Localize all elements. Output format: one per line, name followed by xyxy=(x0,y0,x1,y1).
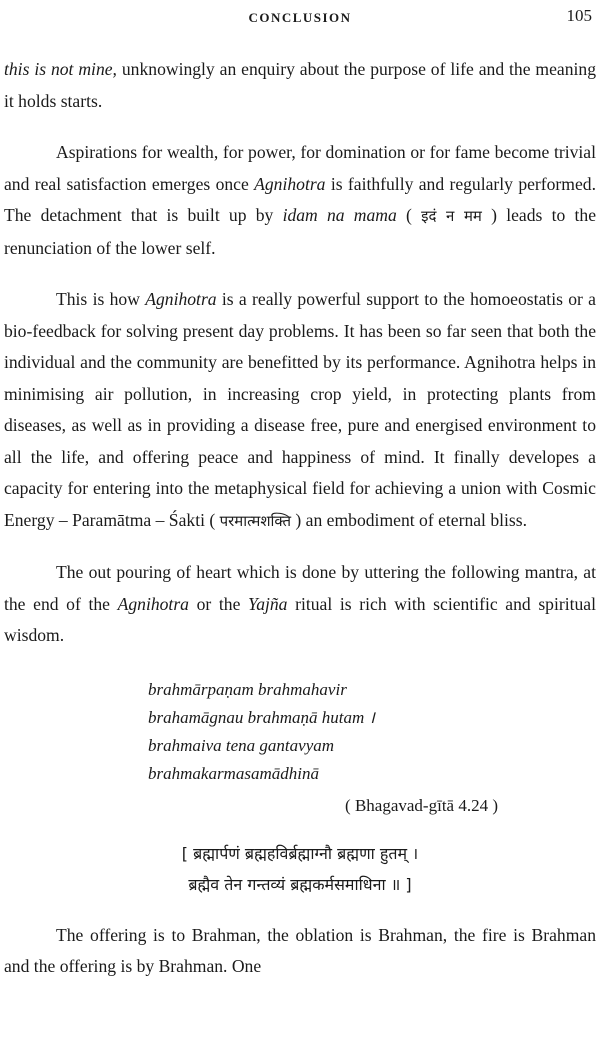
text-span: is a really powerful support to the homoeostatis or a bio-feedback for solving present day problems. It has been so far seen that both the individual and the community are benefitted by its performance. Agnihotra helps in minimising air pollution, in increasing crop yield, in protecting plants from diseases, as well as in providing a disease free, pure and energised environment to all the life, and offering peace and happiness of mind. It finally developes a capacity for entering into the metaphysical field for achieving a union with Cosmic Energy – Paramātma – Śakti ( xyxy=(4,289,596,530)
transliterated-verse xyxy=(148,676,596,820)
text-span: is faithfully and regularly performed. The detachment that is built up by xyxy=(4,173,596,225)
paragraph-2 xyxy=(4,137,596,264)
text-span: ritual is rich with scientific and spiritual wisdom. xyxy=(4,593,596,645)
text-span: The out pouring of heart which is done by uttering the following mantra, at the end of the xyxy=(4,562,596,614)
verse-line: brahmaiva tena gantavyam xyxy=(148,735,335,755)
verse-line: brahmakarmasamādhinā xyxy=(148,763,319,783)
paragraph-4 xyxy=(4,557,596,652)
page-header xyxy=(0,4,600,30)
italic-phrase: this is not mine, xyxy=(4,59,117,79)
page-body xyxy=(4,54,596,983)
sanskrit-verse xyxy=(4,838,596,900)
devanagari-text: परमात्मशक्ति xyxy=(219,511,292,530)
devanagari-text: इदं न मम xyxy=(421,207,482,225)
text-span: This is how xyxy=(56,289,146,309)
text-span: The offering is to Brahman, the oblation is Brahman, the fire is Brahman and the offering is by Brahman. One xyxy=(4,924,596,976)
text-span: or the xyxy=(188,593,249,614)
text-span: ( xyxy=(396,205,422,225)
text-span: Aspirations for wealth, for power, for domination or for fame become trivial and real satisfaction emerges once xyxy=(4,142,596,194)
text-span: unknowingly an enquiry about the purpose of life and the meaning it holds starts. xyxy=(4,59,597,111)
running-head: CONCLUSION xyxy=(248,10,352,25)
verse-line: brahmārpaṇam brahmahavir xyxy=(148,679,347,699)
italic-term: Agnihotra xyxy=(145,289,217,309)
sanskrit-line: [ ब्रह्मार्पणं ब्रह्महविर्ब्रह्माग्नौ ब्रह्मणा हुतम् । xyxy=(181,843,419,863)
paragraph-1 xyxy=(4,54,596,117)
text-span: ) an embodiment of eternal bliss. xyxy=(291,509,528,530)
verse-reference: ( Bhagavad-gītā 4.24 ) xyxy=(345,795,498,815)
paragraph-3 xyxy=(4,284,596,537)
italic-term: Yajña xyxy=(248,593,288,614)
sanskrit-line: ब्रह्मैव तेन गन्तव्यं ब्रह्मकर्मसमाधिना ॥ ] xyxy=(188,874,412,894)
text-span: ) leads to the renunciation of the lower self. xyxy=(4,205,597,258)
italic-term: Agnihotra xyxy=(117,593,189,614)
verse-line: brahamāgnau brahmaṇā hutam । xyxy=(148,707,375,727)
italic-term: idam na mama xyxy=(282,205,397,225)
paragraph-5 xyxy=(4,920,596,983)
italic-term: Agnihotra xyxy=(254,173,326,194)
page-number: 105 xyxy=(566,6,592,25)
